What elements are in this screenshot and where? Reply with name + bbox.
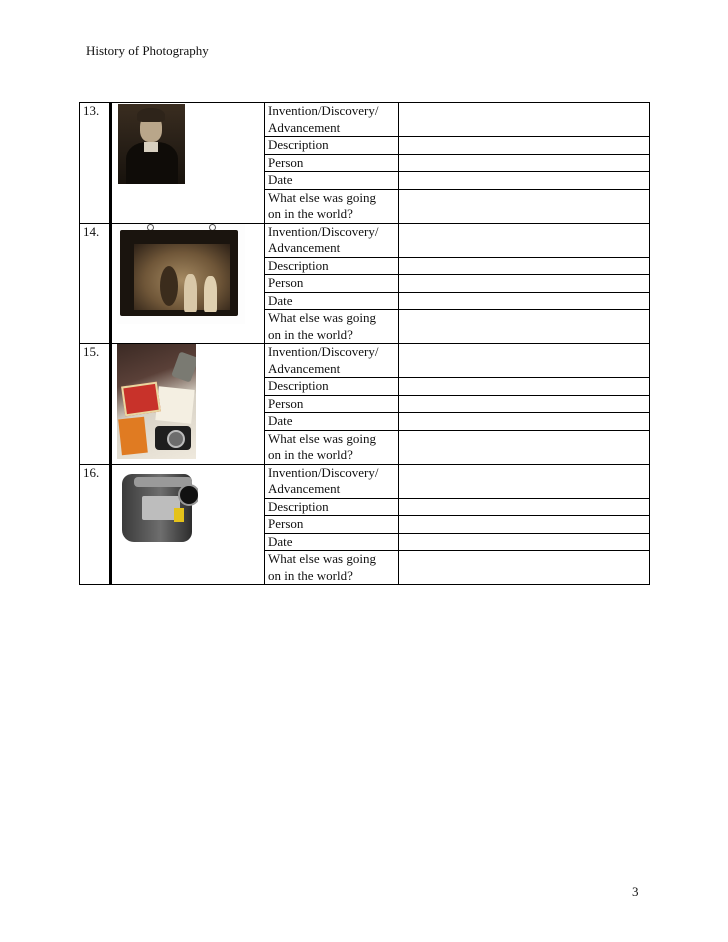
page-number: 3 bbox=[632, 884, 639, 899]
invention-label bbox=[265, 464, 399, 498]
world-events-answer-cell[interactable] bbox=[399, 430, 650, 464]
world-events-label bbox=[265, 551, 399, 585]
person-label bbox=[265, 516, 399, 534]
invention-answer-cell[interactable] bbox=[399, 464, 650, 498]
description-label-text: Description bbox=[268, 137, 329, 152]
world-events-answer-cell[interactable] bbox=[399, 310, 650, 344]
world-events-label-text: What else was going bbox=[268, 310, 376, 325]
entry-image-cell bbox=[111, 223, 265, 344]
entry-number-text: 13. bbox=[83, 103, 100, 118]
world-events-label bbox=[265, 310, 399, 344]
person-answer-cell[interactable] bbox=[399, 154, 650, 172]
invention-label bbox=[265, 344, 399, 378]
invention-label-text-line2: Advancement bbox=[268, 240, 341, 255]
date-answer-cell[interactable] bbox=[399, 413, 650, 431]
entry-number-text: 14. bbox=[83, 223, 100, 239]
invention-label-text: Invention/Discovery/ bbox=[268, 344, 379, 359]
world-events-label-text-line2: on in the world? bbox=[268, 447, 353, 462]
world-events-label-text: What else was going bbox=[268, 551, 376, 566]
invention-answer-cell[interactable] bbox=[399, 103, 650, 137]
world-events-label-text: What else was going bbox=[268, 430, 376, 446]
date-label bbox=[265, 172, 399, 190]
person-label bbox=[265, 154, 399, 172]
invention-label bbox=[265, 223, 399, 257]
person-answer-cell[interactable] bbox=[399, 516, 650, 534]
person-answer-cell[interactable] bbox=[399, 395, 650, 413]
entry-image-cell bbox=[111, 464, 265, 585]
date-label-text: Date bbox=[268, 292, 293, 308]
person-label-text: Person bbox=[268, 516, 304, 531]
photography-worksheet-table bbox=[79, 102, 650, 585]
film-camera-still-life-photo bbox=[117, 344, 196, 459]
invention-label-text-line2: Advancement bbox=[268, 481, 341, 496]
table-row bbox=[80, 103, 650, 137]
person-answer-cell[interactable] bbox=[399, 275, 650, 293]
entry-number bbox=[80, 103, 111, 224]
invention-answer-cell[interactable] bbox=[399, 223, 650, 257]
date-label bbox=[265, 413, 399, 431]
world-events-label-text-line2: on in the world? bbox=[268, 206, 353, 221]
invention-answer-cell[interactable] bbox=[399, 344, 650, 378]
person-label bbox=[265, 275, 399, 293]
description-answer-cell[interactable] bbox=[399, 498, 650, 516]
entry-image-cell bbox=[111, 103, 265, 224]
date-label-text: Date bbox=[268, 413, 293, 428]
description-label bbox=[265, 257, 399, 275]
invention-label bbox=[265, 103, 399, 137]
page-header-title: History of Photography bbox=[86, 43, 209, 58]
date-answer-cell[interactable] bbox=[399, 172, 650, 190]
entry-number bbox=[80, 223, 111, 344]
person-label-text: Person bbox=[268, 275, 304, 290]
entry-number-text: 16. bbox=[83, 464, 100, 480]
description-label bbox=[265, 378, 399, 396]
world-events-label-text-line2: on in the world? bbox=[268, 567, 353, 583]
date-label-text: Date bbox=[268, 533, 293, 549]
world-events-answer-cell[interactable] bbox=[399, 551, 650, 585]
world-events-label-text: What else was going bbox=[268, 189, 376, 205]
description-label-text: Description bbox=[268, 498, 329, 514]
description-answer-cell[interactable] bbox=[399, 257, 650, 275]
person-label-text: Person bbox=[268, 154, 304, 170]
invention-label-text: Invention/Discovery/ bbox=[268, 464, 379, 480]
description-label bbox=[265, 137, 399, 155]
table-row bbox=[80, 223, 650, 257]
description-label bbox=[265, 498, 399, 516]
date-label bbox=[265, 292, 399, 310]
date-answer-cell[interactable] bbox=[399, 292, 650, 310]
date-answer-cell[interactable] bbox=[399, 533, 650, 551]
entry-number bbox=[80, 464, 111, 585]
person-label-text: Person bbox=[268, 395, 304, 411]
person-label bbox=[265, 395, 399, 413]
invention-label-text: Invention/Discovery/ bbox=[268, 103, 379, 118]
entry-number bbox=[80, 344, 111, 465]
world-events-label-text-line2: on in the world? bbox=[268, 326, 353, 342]
table-row bbox=[80, 344, 650, 378]
invention-label-text-line2: Advancement bbox=[268, 360, 341, 376]
world-events-answer-cell[interactable] bbox=[399, 189, 650, 223]
description-label-text: Description bbox=[268, 257, 329, 273]
vintage-portrait-photo bbox=[118, 104, 185, 184]
world-events-label bbox=[265, 430, 399, 464]
description-answer-cell[interactable] bbox=[399, 137, 650, 155]
description-label-text: Description bbox=[268, 378, 329, 393]
table-row bbox=[80, 464, 650, 498]
entry-image-cell bbox=[111, 344, 265, 465]
entry-number-text: 15. bbox=[83, 344, 100, 359]
digital-camera-photo bbox=[116, 466, 198, 548]
framed-tintype-photo bbox=[117, 224, 245, 324]
date-label-text: Date bbox=[268, 172, 293, 187]
world-events-label bbox=[265, 189, 399, 223]
date-label bbox=[265, 533, 399, 551]
description-answer-cell[interactable] bbox=[399, 378, 650, 396]
invention-label-text: Invention/Discovery/ bbox=[268, 223, 379, 239]
invention-label-text-line2: Advancement bbox=[268, 119, 341, 135]
